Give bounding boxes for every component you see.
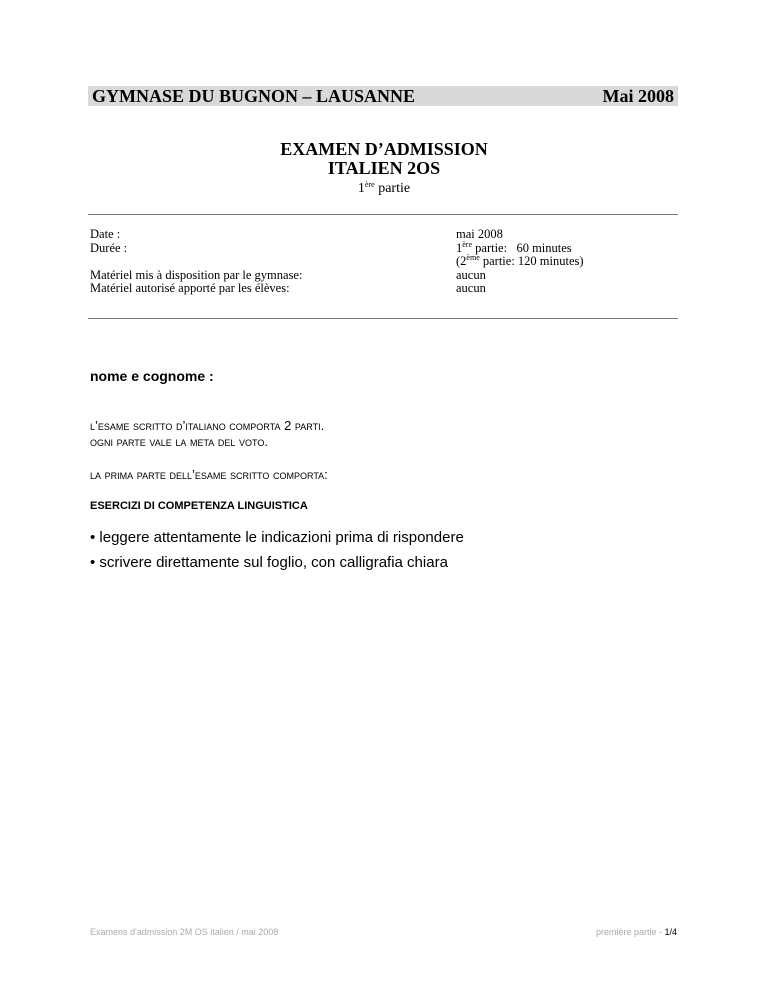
title-block bbox=[0, 140, 768, 197]
exam-subject: ITALIEN 2OS bbox=[327, 158, 441, 178]
exam-title: EXAMEN D’ADMISSION bbox=[280, 139, 488, 159]
material-allowed-label: Matériel autorisé apporté par les élèves: bbox=[90, 281, 290, 295]
instruction-line-3: la prima parte dell’esame scritto comporta: bbox=[90, 467, 328, 482]
footer-right bbox=[596, 927, 677, 937]
section-label: ESERCIZI DI COMPETENZA LINGUISTICA bbox=[90, 500, 308, 512]
bullet-item: • leggere attentamente le indicazioni prima di rispondere bbox=[90, 529, 464, 546]
header-bar bbox=[88, 86, 678, 106]
part1-text: partie: 60 minutes bbox=[472, 240, 572, 255]
material-provided-label: Matériel mis à disposition par le gymnase: bbox=[90, 267, 303, 282]
part2-sup: ème bbox=[466, 253, 480, 262]
footer-part: première partie - bbox=[595, 927, 665, 937]
exam-part bbox=[0, 181, 768, 197]
info-values bbox=[456, 228, 584, 296]
part1-num: 1 bbox=[456, 240, 463, 255]
header-date: Mai 2008 bbox=[602, 86, 674, 106]
bottom-rule bbox=[88, 318, 678, 319]
footer-left: Examens d'admission 2M OS italien / mai 2008 bbox=[90, 927, 279, 937]
duration-label: Durée : bbox=[90, 240, 128, 255]
info-labels bbox=[90, 228, 302, 296]
part2-prefix: (2 bbox=[456, 254, 467, 268]
material-allowed-value: aucun bbox=[456, 281, 486, 295]
name-label: nome e cognome : bbox=[90, 368, 214, 384]
part-word: partie bbox=[378, 181, 411, 196]
material-provided-value: aucun bbox=[456, 267, 486, 282]
school-name: GYMNASE DU BUGNON – LAUSANNE bbox=[92, 86, 416, 106]
part-number: 1 bbox=[357, 181, 365, 196]
part1-sup: ère bbox=[462, 239, 473, 249]
date-value: mai 2008 bbox=[456, 227, 503, 241]
part2-duration bbox=[456, 255, 584, 269]
part-sup: ère bbox=[364, 180, 375, 189]
instruction-line-1: l’esame scritto d’italiano comporta 2 parti. bbox=[90, 418, 325, 433]
part2-text: partie: 120 minutes) bbox=[479, 254, 584, 268]
bullet-item: • scrivere direttamente sul foglio, con calligrafia chiara bbox=[90, 554, 448, 571]
date-label: Date : bbox=[90, 227, 121, 241]
instruction-line-2: ogni parte vale la meta del voto. bbox=[90, 434, 268, 449]
page-number: 1/4 bbox=[664, 927, 677, 937]
top-rule bbox=[88, 214, 678, 215]
